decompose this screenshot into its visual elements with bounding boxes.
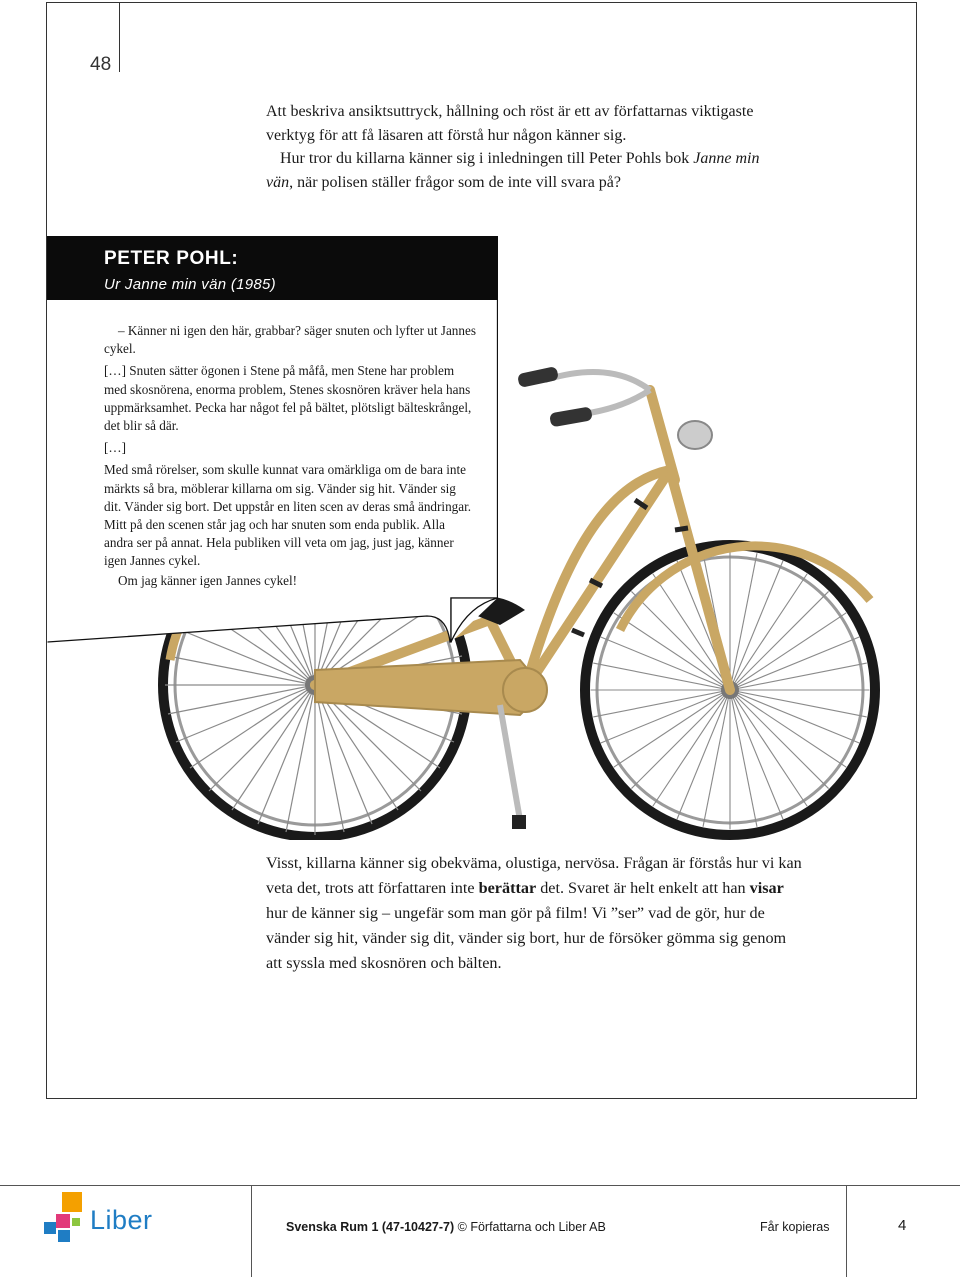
book-title: Janne min vän <box>266 150 760 192</box>
intro-text <box>266 100 786 195</box>
permission-note: Får kopieras <box>760 1220 830 1234</box>
excerpt-header <box>47 236 498 300</box>
excerpt-box <box>47 236 498 643</box>
excerpt-paragraph: Om jag känner igen Jannes cykel! <box>118 572 298 588</box>
page-number-rule <box>119 2 120 72</box>
emphasis-visar: visar <box>749 879 784 897</box>
excerpt-subtitle: Ur Janne min vän (1985) <box>104 276 276 293</box>
excerpt-body <box>104 322 476 591</box>
outro-text <box>266 851 806 976</box>
copyright: © Författarna och Liber AB <box>457 1220 606 1234</box>
intro-paragraph-2: Hur tror du killarna känner sig i inledningen till Peter Pohls bok Janne min vän, när polisen ställer frågor som de inte vill svara på? <box>266 150 760 192</box>
footer-credits <box>286 1220 606 1234</box>
excerpt-paragraph: – Känner ni igen den här, grabbar? säger snuten och lyfter ut Jannes cykel. <box>104 323 476 357</box>
excerpt-paragraph: Med små rörelser, som skulle kunnat vara omärkliga om de bara inte märkts så bra, möblerar killarna om sig. Vänder sig hit. Vänder sig dit. Vänder sig bort. Det uppstår en liten scen av deras små ändringar. Mitt på den scenen står jag och har snuten som enda publik. Alla andra ser på annat. Hela publiken vill veta om jag, just jag, känner igen Jannes cykel. <box>104 462 472 569</box>
excerpt-title: PETER POHL: <box>104 248 239 269</box>
page-number: 48 <box>90 54 112 75</box>
footer-divider <box>846 1185 847 1277</box>
intro-paragraph-1: Att beskriva ansiktsuttryck, hållning och röst är ett av författarnas viktigaste verktyg för att få läsaren att förstå hur någon känner sig. <box>266 103 754 144</box>
emphasis-berattar: berättar <box>478 879 537 897</box>
footer-rule <box>0 1185 960 1186</box>
book-name: Svenska Rum 1 (47-10427-7) <box>286 1220 455 1234</box>
logo-text: Liber <box>90 1205 153 1235</box>
outro-paragraph: Visst, killarna känner sig obekväma, olustiga, nervösa. Frågan är förstås hur vi kan veta det, trots att författaren inte berättar det. Svaret är helt enkelt att han visar hur de känner sig – ungefär som man gör på film! Vi ”ser” vad de gör, hur de vänder sig hit, vänder sig dit, vänder sig bort, hur de försöker gömma sig genom att syssla med skosnören och bälten. <box>266 854 802 972</box>
footer-divider <box>251 1185 252 1277</box>
excerpt-paragraph: […] Snuten sätter ögonen i Stene på måfå, men Stene har problem med skosnörena, enorma problem, Stenes skosnören kräver hela hans uppmärksamhet. Pecka har något fel på bältet, plötsligt bälteskrångel, det blir så där. <box>104 363 472 434</box>
footer-page-number: 4 <box>898 1217 907 1234</box>
excerpt-paragraph: […] <box>104 440 126 456</box>
